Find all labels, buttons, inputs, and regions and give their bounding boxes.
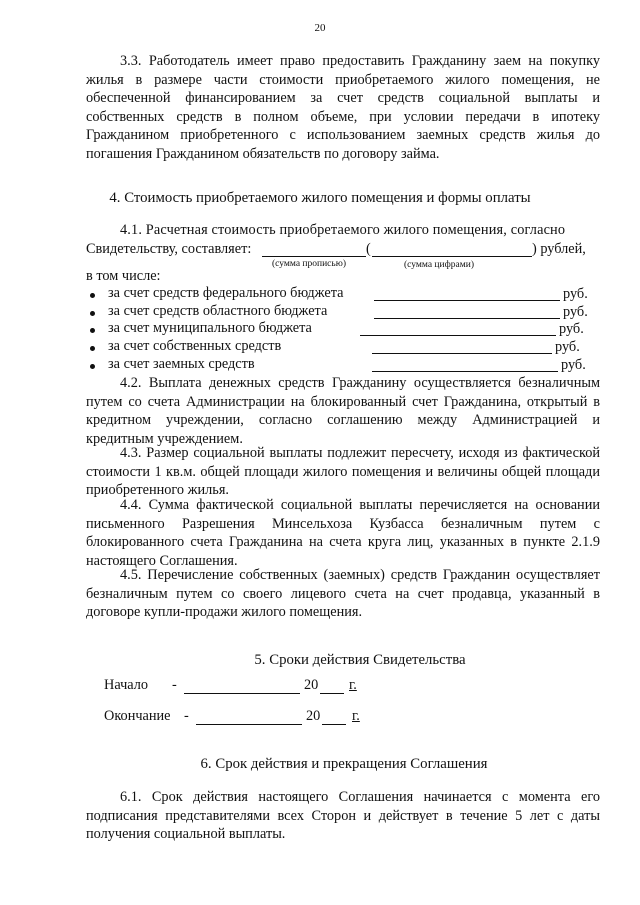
- clause-4-2: 4.2. Выплата денежных средств Гражданину осуществляется безналичным путем со счета Администрации на блокированный счет Гражданина, открытый в кредитном учреждении, согласно соглашению между Администрацией и кредитным учреждением.: [86, 375, 600, 447]
- clause-3-3: 3.3. Работодатель имеет право предоставить Гражданину заем на покупку жилья в размере части стоимости приобретаемого жилого помещения, не обеспеченной финансированием за счет средств социальной выплаты и собственных средств в полном объеме, при условии передачи в ипотеку Гражданином приобретенного с использованием заемных средств жилья до погашения Гражданином обязательств по договору займа.: [86, 53, 600, 162]
- start-year-suffix: г.: [349, 677, 357, 693]
- source-amount-line: [374, 300, 560, 301]
- bullet-icon: [90, 346, 95, 351]
- source-amount-line: [372, 353, 552, 354]
- source-amount-line: [374, 318, 560, 319]
- clause-4-1-suffix: ) рублей,: [532, 241, 586, 257]
- start-year-line: [320, 693, 344, 694]
- source-amount-line: [360, 335, 556, 336]
- section-4-title: 4. Стоимость приобретаемого жилого помещения и формы оплаты: [109, 190, 531, 206]
- bullet-icon: [90, 364, 95, 369]
- clause-6-1: 6.1. Срок действия настоящего Соглашения начинается с момента его подписания представителями всех Сторон и действует в течение 5 лет с даты получения социальной выплаты.: [86, 789, 600, 843]
- bullet-icon: [90, 328, 95, 333]
- source-amount-line: [372, 371, 558, 372]
- clause-4-5: 4.5. Перечисление собственных (заемных) средств Гражданин осуществляет безналичным путем со своего лицевого счета на счет продавца, указанный в договоре купли-продажи жилого помещения.: [86, 567, 600, 621]
- end-year-suffix: г.: [352, 708, 360, 724]
- clause-4-4: 4.4. Сумма фактической социальной выплаты перечисляется на основании письменного Разрешения Минсельхоза Кузбасса безналичным путем с блокированного счета Гражданина на счета круга лиц, указанных в пункте 2.1.9 настоящего Соглашения.: [86, 497, 600, 569]
- page-number: 20: [314, 22, 326, 34]
- end-date-line: [196, 724, 302, 725]
- start-dash: -: [172, 677, 177, 693]
- start-label: Начало: [104, 677, 149, 693]
- bullet-icon: [90, 311, 95, 316]
- source-label: за счет средств федерального бюджета: [108, 285, 344, 301]
- clause-4-1-line2-prefix: Свидетельству, составляет:: [86, 241, 252, 257]
- start-date-line: [184, 693, 300, 694]
- end-year-prefix: 20: [306, 708, 321, 724]
- source-label: за счет собственных средств: [108, 338, 282, 354]
- source-label: за счет заемных средств: [108, 356, 255, 372]
- end-year-line: [322, 724, 346, 725]
- source-unit: руб.: [555, 339, 580, 355]
- clause-4-1-line1: 4.1. Расчетная стоимость приобретаемого жилого помещения, согласно: [120, 222, 566, 238]
- section-5-title: 5. Сроки действия Свидетельства: [254, 652, 466, 668]
- amount-words-line: [262, 256, 366, 257]
- hint-amount-digits: (сумма цифрами): [404, 260, 474, 270]
- amount-digits-line: [372, 256, 532, 257]
- hint-amount-words: (сумма прописью): [272, 259, 346, 269]
- start-year-prefix: 20: [304, 677, 319, 693]
- source-unit: руб.: [563, 304, 588, 320]
- source-label: за счет средств областного бюджета: [108, 303, 328, 319]
- bullet-icon: [90, 293, 95, 298]
- paren-open: (: [366, 241, 371, 257]
- end-label: Окончание: [104, 708, 171, 724]
- clause-4-3: 4.3. Размер социальной выплаты подлежит пересчету, исходя из фактической стоимости 1 кв.м. общей площади жилого помещения и величины общей площади приобретенного жилья.: [86, 445, 600, 499]
- source-unit: руб.: [561, 357, 586, 373]
- section-6-title: 6. Срок действия и прекращения Соглашения: [200, 756, 488, 772]
- end-dash: -: [184, 708, 189, 724]
- source-unit: руб.: [563, 286, 588, 302]
- source-unit: руб.: [559, 321, 584, 337]
- source-label: за счет муниципального бюджета: [108, 320, 312, 336]
- including-label: в том числе:: [86, 268, 161, 284]
